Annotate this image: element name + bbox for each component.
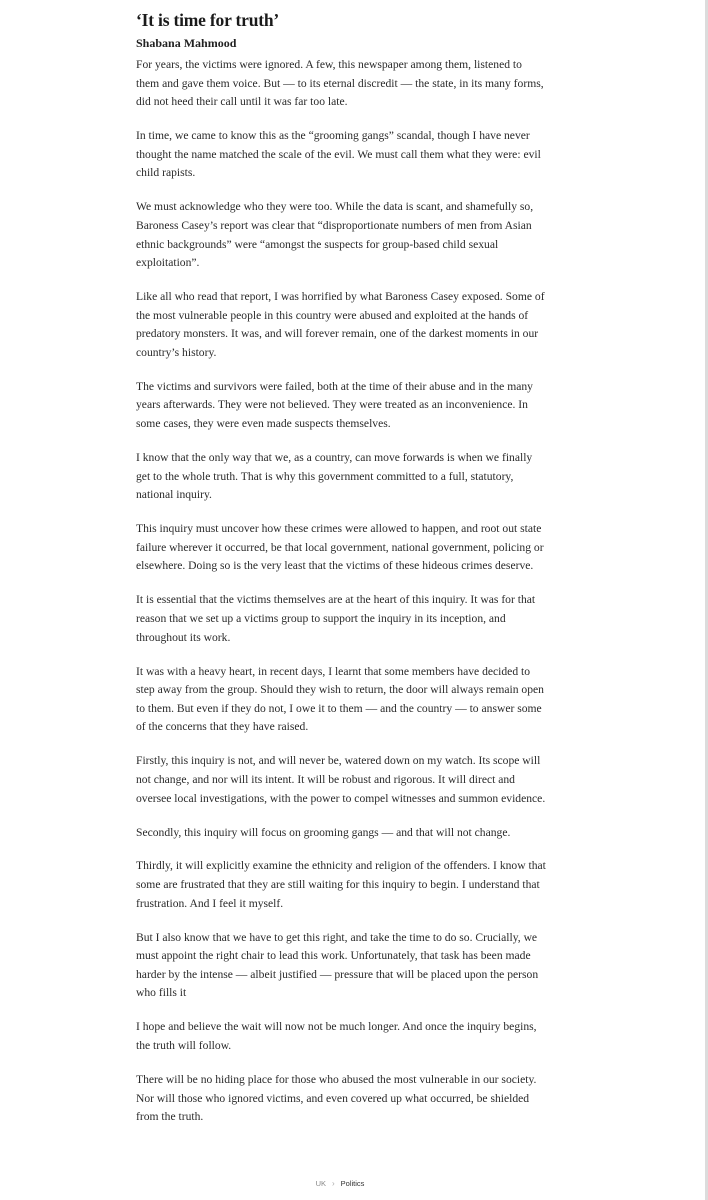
article-body [136, 56, 548, 1127]
breadcrumb-item-politics[interactable]: Politics [340, 1179, 365, 1188]
article-paragraph: Like all who read that report, I was horrified by what Baroness Casey exposed. Some of the most vulnerable people in this country were abused and exploited at the hands of predatory monsters. It was, and will forever remain, one of the darkest moments in our country’s history. [136, 290, 545, 359]
article-paragraph: In time, we came to know this as the “grooming gangs” scandal, though I have never thought the name matched the scale of the evil. We must call them what they were: evil child rapists. [136, 129, 541, 180]
article-paragraph: Thirdly, it will explicitly examine the ethnicity and religion of the offenders. I know that some are frustrated that they are still waiting for this inquiry to begin. I understand that frustration. And I feel it myself. [136, 859, 546, 910]
article-paragraph: Firstly, this inquiry is not, and will never be, watered down on my watch. Its scope will not change, and nor will its intent. It will be robust and rigorous. It will direct and oversee local investigations, with the power to compel witnesses and summon evidence. [136, 754, 546, 805]
article-paragraph: But I also know that we have to get this right, and take the time to do so. Crucially, we must appoint the right chair to lead this work. Unfortunately, that task has been made harder by the intense — albeit justified — pressure that will be placed upon the person who fills it [136, 930, 539, 1000]
breadcrumb [0, 1179, 680, 1189]
article-paragraph: For years, the victims were ignored. A few, this newspaper among them, listened to them and gave them voice. But — to its eternal discredit — the state, in its many forms, did not heed their call until it was far too late. [136, 58, 544, 109]
author-byline[interactable]: Shabana Mahmood [136, 36, 237, 50]
article-paragraph: This inquiry must uncover how these crimes were allowed to happen, and root out state failure wherever it occurred, be that local government, national government, policing or elsewhere. Doing so is the very least that the victims of these hideous crimes deserve. [136, 522, 544, 573]
breadcrumb-item-uk[interactable]: UK [315, 1179, 326, 1188]
article-headline: ‘It is time for truth’ [136, 10, 280, 30]
article-paragraph: Secondly, this inquiry will focus on grooming gangs — and that will not change. [136, 825, 511, 839]
article-paragraph: We must acknowledge who they were too. While the data is scant, and shamefully so, Baroness Casey’s report was clear that “disproportionate numbers of men from Asian ethnic backgrounds” were “amongst the suspects for group-based child sexual exploitation”. [136, 200, 534, 270]
article [136, 8, 548, 1142]
article-paragraph: The victims and survivors were failed, both at the time of their abuse and in the many years afterwards. They were not believed. They were treated as an inconvenience. In some cases, they were even made suspects themselves. [136, 379, 533, 431]
article-paragraph: It is essential that the victims themselves are at the heart of this inquiry. It was for that reason that we set up a victims group to support the inquiry in its inception, and throughout its work. [136, 593, 536, 644]
article-paragraph: There will be no hiding place for those who abused the most vulnerable in our society. Nor will those who ignored victims, and even covered up what occurred, be shielded from the truth. [136, 1073, 537, 1124]
article-paragraph: I hope and believe the wait will now not be much longer. And once the inquiry begins, the truth will follow. [136, 1020, 537, 1053]
article-paragraph: I know that the only way that we, as a country, can move forwards is when we finally get to the whole truth. That is why this government committed to a full, statutory, national inquiry. [136, 451, 533, 502]
article-paragraph: It was with a heavy heart, in recent days, I learnt that some members have decided to step away from the group. Should they wish to return, the door will always remain open to them. But even if they do not, I owe it to them — and the country — to answer some of the concerns that they have raised. [136, 664, 544, 734]
chevron-right-icon: › [331, 1179, 335, 1188]
